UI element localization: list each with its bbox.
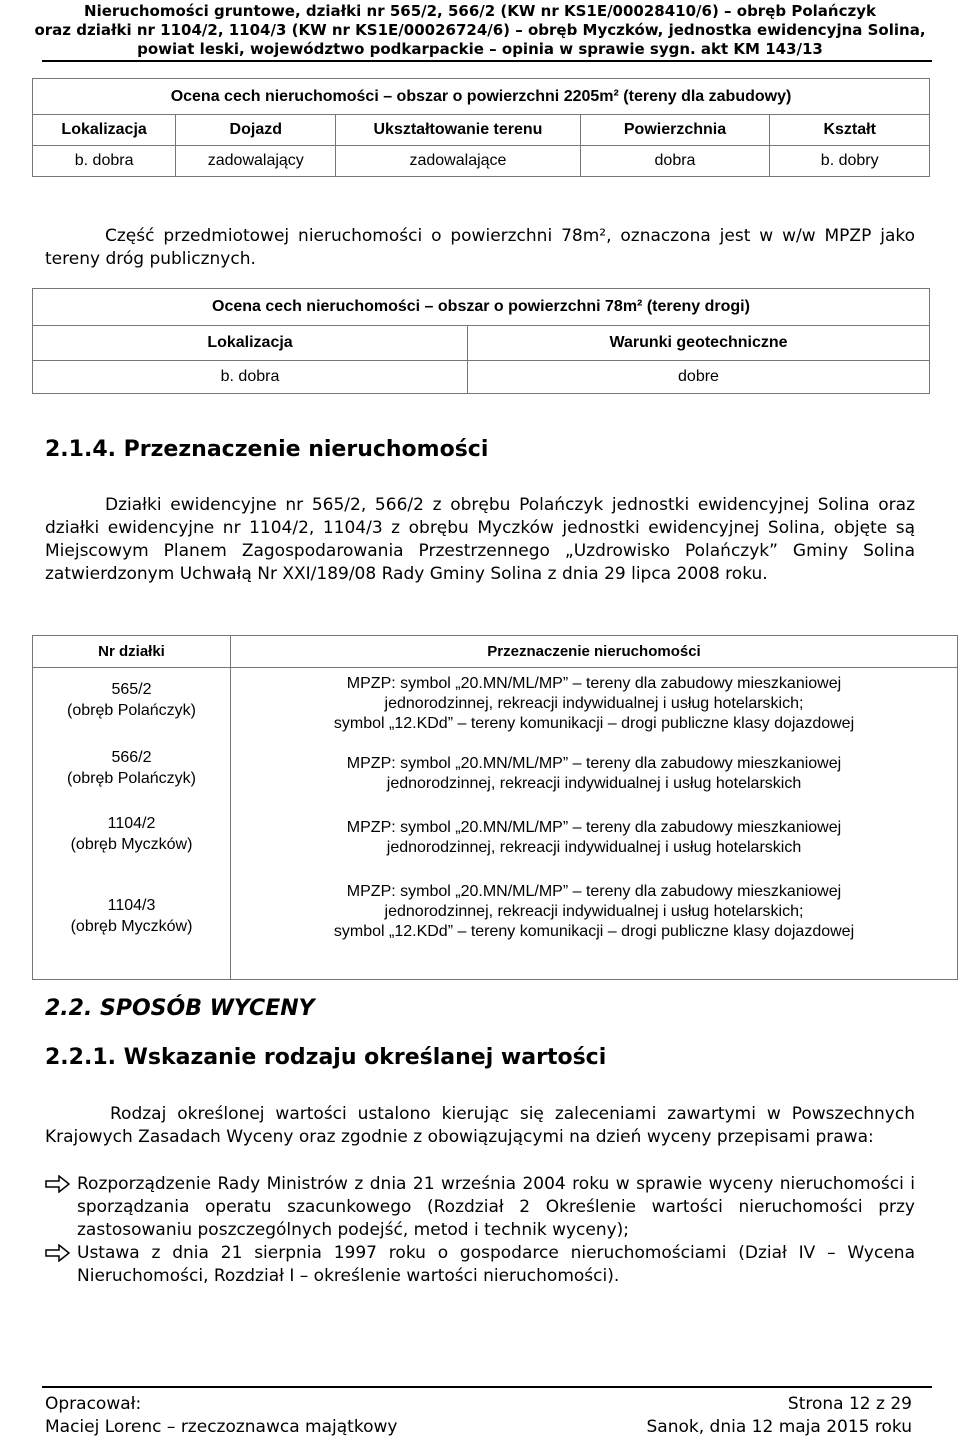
section-heading: 2.2. SPOSÓB WYCENY — [45, 996, 315, 1021]
plot-precinct: (obręb Myczków) — [70, 918, 193, 935]
header-line-1: Nieruchomości gruntowe, działki nr 565/2, 566/2 (KW nr KS1E/00028410/6) – obręb Polańczyk — [84, 2, 876, 20]
plot-number: 1104/2 — [107, 815, 156, 832]
plot-number: 566/2 — [111, 749, 152, 766]
table-header-cell: Przeznaczenie nieruchomości — [231, 636, 958, 668]
table-title: Ocena cech nieruchomości – obszar o powierzchni 2205m² (tereny dla zabudowy) — [33, 79, 930, 115]
designation-line: MPZP: symbol „20.MN/ML/MP” – tereny dla zabudowy mieszkaniowej — [346, 819, 842, 836]
plot-entry — [33, 677, 230, 747]
table-header-cell: Ukształtowanie terenu — [336, 115, 580, 146]
header-divider — [42, 60, 932, 62]
arrow-right-icon — [45, 1175, 71, 1193]
designation-line: MPZP: symbol „20.MN/ML/MP” – tereny dla zabudowy mieszkaniowej — [346, 675, 842, 692]
table-cell: b. dobra — [33, 361, 468, 394]
designation-line: jednorodzinnej, rekreacji indywidualnej i usług hotelarskich; — [384, 903, 804, 920]
plot-precinct: (obręb Polańczyk) — [67, 702, 196, 719]
page-header — [0, 2, 960, 59]
feature-table-78 — [32, 288, 930, 394]
footer-divider — [42, 1386, 932, 1388]
list-item — [45, 1242, 915, 1288]
designation-line: jednorodzinnej, rekreacji indywidualnej i usług hotelarskich — [386, 775, 802, 792]
list-item-text: Rozporządzenie Rady Ministrów z dnia 21 września 2004 roku w sprawie wyceny nieruchomości i sporządzania operatu szacunkowego (Rozdział 2 Określenie wartości nieruchomości przy zastosowaniu poszczególnych podejść, metod i technik wyceny); — [77, 1174, 915, 1240]
designation-line: symbol „12.KDd” – tereny komunikacji – drogi publiczne klasy dojazdowej — [333, 923, 855, 940]
footer-date: Sanok, dnia 12 maja 2015 roku — [646, 1417, 912, 1437]
plot-number: 1104/3 — [107, 897, 156, 914]
table-cell: dobre — [468, 361, 930, 394]
table-header-cell: Dojazd — [176, 115, 336, 146]
plot-number: 565/2 — [111, 681, 152, 698]
paragraph-value-type: Rodzaj określonej wartości ustalono kierując się zaleceniami zawartymi w Powszechnych Krajowych Zasadach Wyceny oraz zgodnie z obowiązującymi na dzień wyceny przepisami prawa: — [45, 1104, 915, 1147]
table-cell: zadowalające — [336, 146, 580, 177]
paragraph-road-area: Część przedmiotowej nieruchomości o powierzchni 78m², oznaczona jest w w/w MPZP jako tereny dróg publicznych. — [45, 226, 915, 269]
designation-table — [32, 635, 958, 980]
designation-entry — [231, 754, 957, 818]
list-item-text: Ustawa z dnia 21 sierpnia 1997 roku o gospodarce nieruchomościami (Dział IV – Wycena Nieruchomości, Rozdział I – określenie wartości nieruchomości). — [77, 1243, 915, 1286]
table-cell: b. dobry — [770, 146, 930, 177]
designation-line: symbol „12.KDd” – tereny komunikacji – drogi publiczne klasy dojazdowej — [333, 715, 855, 732]
designation-entry — [231, 882, 957, 942]
page-number: Strona 12 z 29 — [787, 1394, 912, 1414]
footer-author — [45, 1393, 397, 1439]
designation-entry — [231, 674, 957, 754]
arrow-right-icon — [45, 1244, 71, 1262]
table-title: Ocena cech nieruchomości – obszar o powierzchni 78m² (tereny drogi) — [33, 289, 930, 326]
designation-column — [231, 668, 958, 980]
designation-line: jednorodzinnej, rekreacji indywidualnej i usług hotelarskich; — [384, 695, 804, 712]
feature-table-2205 — [32, 78, 930, 177]
plot-entry — [33, 883, 230, 937]
footer-prepared-label: Opracował: — [45, 1394, 142, 1414]
plot-number-column — [33, 668, 231, 980]
table-cell: zadowalający — [176, 146, 336, 177]
plot-precinct: (obręb Polańczyk) — [67, 770, 196, 787]
table-cell: b. dobra — [33, 146, 176, 177]
plot-precinct: (obręb Myczków) — [70, 836, 193, 853]
table-cell: dobra — [580, 146, 770, 177]
plot-entry — [33, 813, 230, 883]
table-header-cell: Nr działki — [33, 636, 231, 668]
header-line-2: oraz działki nr 1104/2, 1104/3 (KW nr KS1E/00026724/6) – obręb Myczków, jednostka ewidencyjna Solina, — [34, 21, 926, 39]
list-item — [45, 1173, 915, 1242]
section-heading: 2.2.1. Wskazanie rodzaju określanej wartości — [45, 1045, 607, 1070]
footer-author-name: Maciej Lorenc – rzeczoznawca majątkowy — [45, 1417, 398, 1437]
table-header-cell: Powierzchnia — [580, 115, 770, 146]
paragraph-zoning: Działki ewidencyjne nr 565/2, 566/2 z obrębu Polańczyk jednostki ewidencyjnej Solina oraz działki ewidencyjne nr 1104/2, 1104/3 z obrębu Myczków jednostki ewidencyjnej Solina, objęte są Miejscowym Planem Zagospodarowania Przestrzennego „Uzdrowisko Polańczyk” Gminy Solina zatwierdzonym Uchwałą Nr XXI/189/08 Rady Gminy Solina z dnia 29 lipca 2008 roku. — [45, 495, 915, 584]
table-header-cell: Lokalizacja — [33, 115, 176, 146]
designation-line: MPZP: symbol „20.MN/ML/MP” – tereny dla zabudowy mieszkaniowej — [346, 755, 842, 772]
section-heading: 2.1.4. Przeznaczenie nieruchomości — [45, 437, 489, 462]
table-header-cell: Lokalizacja — [33, 326, 468, 361]
designation-entry — [231, 818, 957, 882]
designation-line: jednorodzinnej, rekreacji indywidualnej i usług hotelarskich — [386, 839, 802, 856]
plot-entry — [33, 747, 230, 813]
header-line-3: powiat leski, województwo podkarpackie – opinia w sprawie sygn. akt KM 143/13 — [137, 40, 823, 58]
table-header-cell: Kształt — [770, 115, 930, 146]
designation-line: MPZP: symbol „20.MN/ML/MP” – tereny dla zabudowy mieszkaniowej — [346, 883, 842, 900]
table-header-cell: Warunki geotechniczne — [468, 326, 930, 361]
footer-page-info — [647, 1393, 912, 1439]
